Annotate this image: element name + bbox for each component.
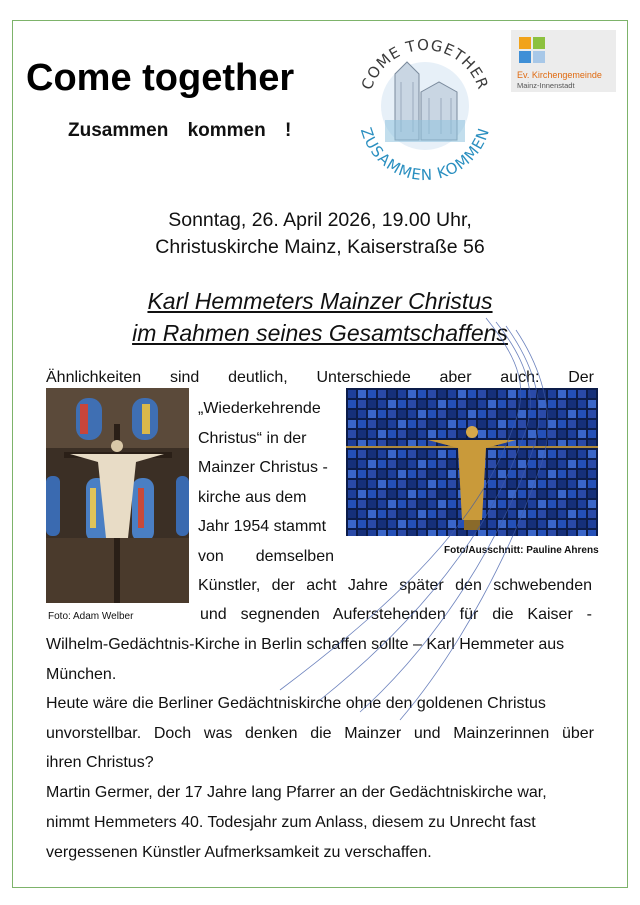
body-line-13: unvorstellbar. Doch was denken die Mainzer und Mainzerinnen über (46, 725, 594, 742)
left-photo-caption: Foto: Adam Welber (48, 611, 134, 622)
page-subtitle: Zusammen kommen ! (68, 120, 292, 141)
body-middle-line: Jahr 1954 stammt (198, 518, 327, 535)
body-line-10: Wilhelm-Gedächtnis-Kirche in Berlin schaffen sollte – Karl Hemmeter aus (46, 636, 565, 653)
right-photo-caption: Foto/Ausschnitt: Pauline Ahrens (444, 545, 599, 556)
logo-line2: Mainz-Innenstadt (517, 81, 575, 90)
emblem-arc-bottom: ZUSAMMEN KOMMEN (356, 125, 494, 182)
talk-title-line2: im Rahmen seines Gesamtschaffens (132, 320, 508, 346)
body-middle-line: Christus“ in der (198, 429, 307, 447)
talk-title-line1: Karl Hemmeters Mainzer Christus (147, 288, 493, 314)
body-middle-column (198, 394, 348, 571)
body-line-14: ihren Christus? (46, 754, 154, 771)
come-together-emblem (345, 22, 505, 182)
body-line-9: und segnenden Auferstehenden für die Kaiser - (200, 606, 592, 623)
body-middle-line: kirche aus dem (198, 488, 307, 506)
body-line-1: Ähnlichkeiten sind deutlich, Unterschiede aber auch: Der (46, 369, 594, 386)
logo-line1: Ev. Kirchengemeinde (517, 70, 602, 80)
body-line-12: Heute wäre die Berliner Gedächtniskirche ohne den goldenen Christus (46, 695, 546, 712)
event-date: Sonntag, 26. April 2026, 19.00 Uhr, (168, 209, 472, 231)
cross-logo-icon (517, 35, 547, 65)
body-middle-line: „Wiederkehrende (198, 400, 321, 417)
church-logo (511, 30, 616, 92)
body-line-17: vergessenen Künstler Aufmerksamkeit zu verschaffen. (46, 844, 432, 861)
event-place: Christuskirche Mainz, Kaiserstraße 56 (155, 236, 485, 258)
body-line-8: Künstler, der acht Jahre später den schwebenden (198, 577, 592, 594)
emblem-arc-top: COME TOGETHER (357, 35, 493, 93)
mainz-christus-photo (46, 388, 189, 603)
body-line-15: Martin Germer, der 17 Jahre lang Pfarrer an der Gedächtniskirche war, (46, 784, 547, 801)
body-middle-line: von demselben (198, 547, 334, 565)
body-line-16: nimmt Hemmeters 40. Todesjahr zum Anlass, diesem zu Unrecht fast (46, 814, 536, 831)
body-line-11: München. (46, 666, 117, 683)
body-middle-line: Mainzer Christus - (198, 459, 328, 476)
berlin-christus-photo (346, 388, 598, 536)
page-title: Come together (26, 57, 295, 99)
